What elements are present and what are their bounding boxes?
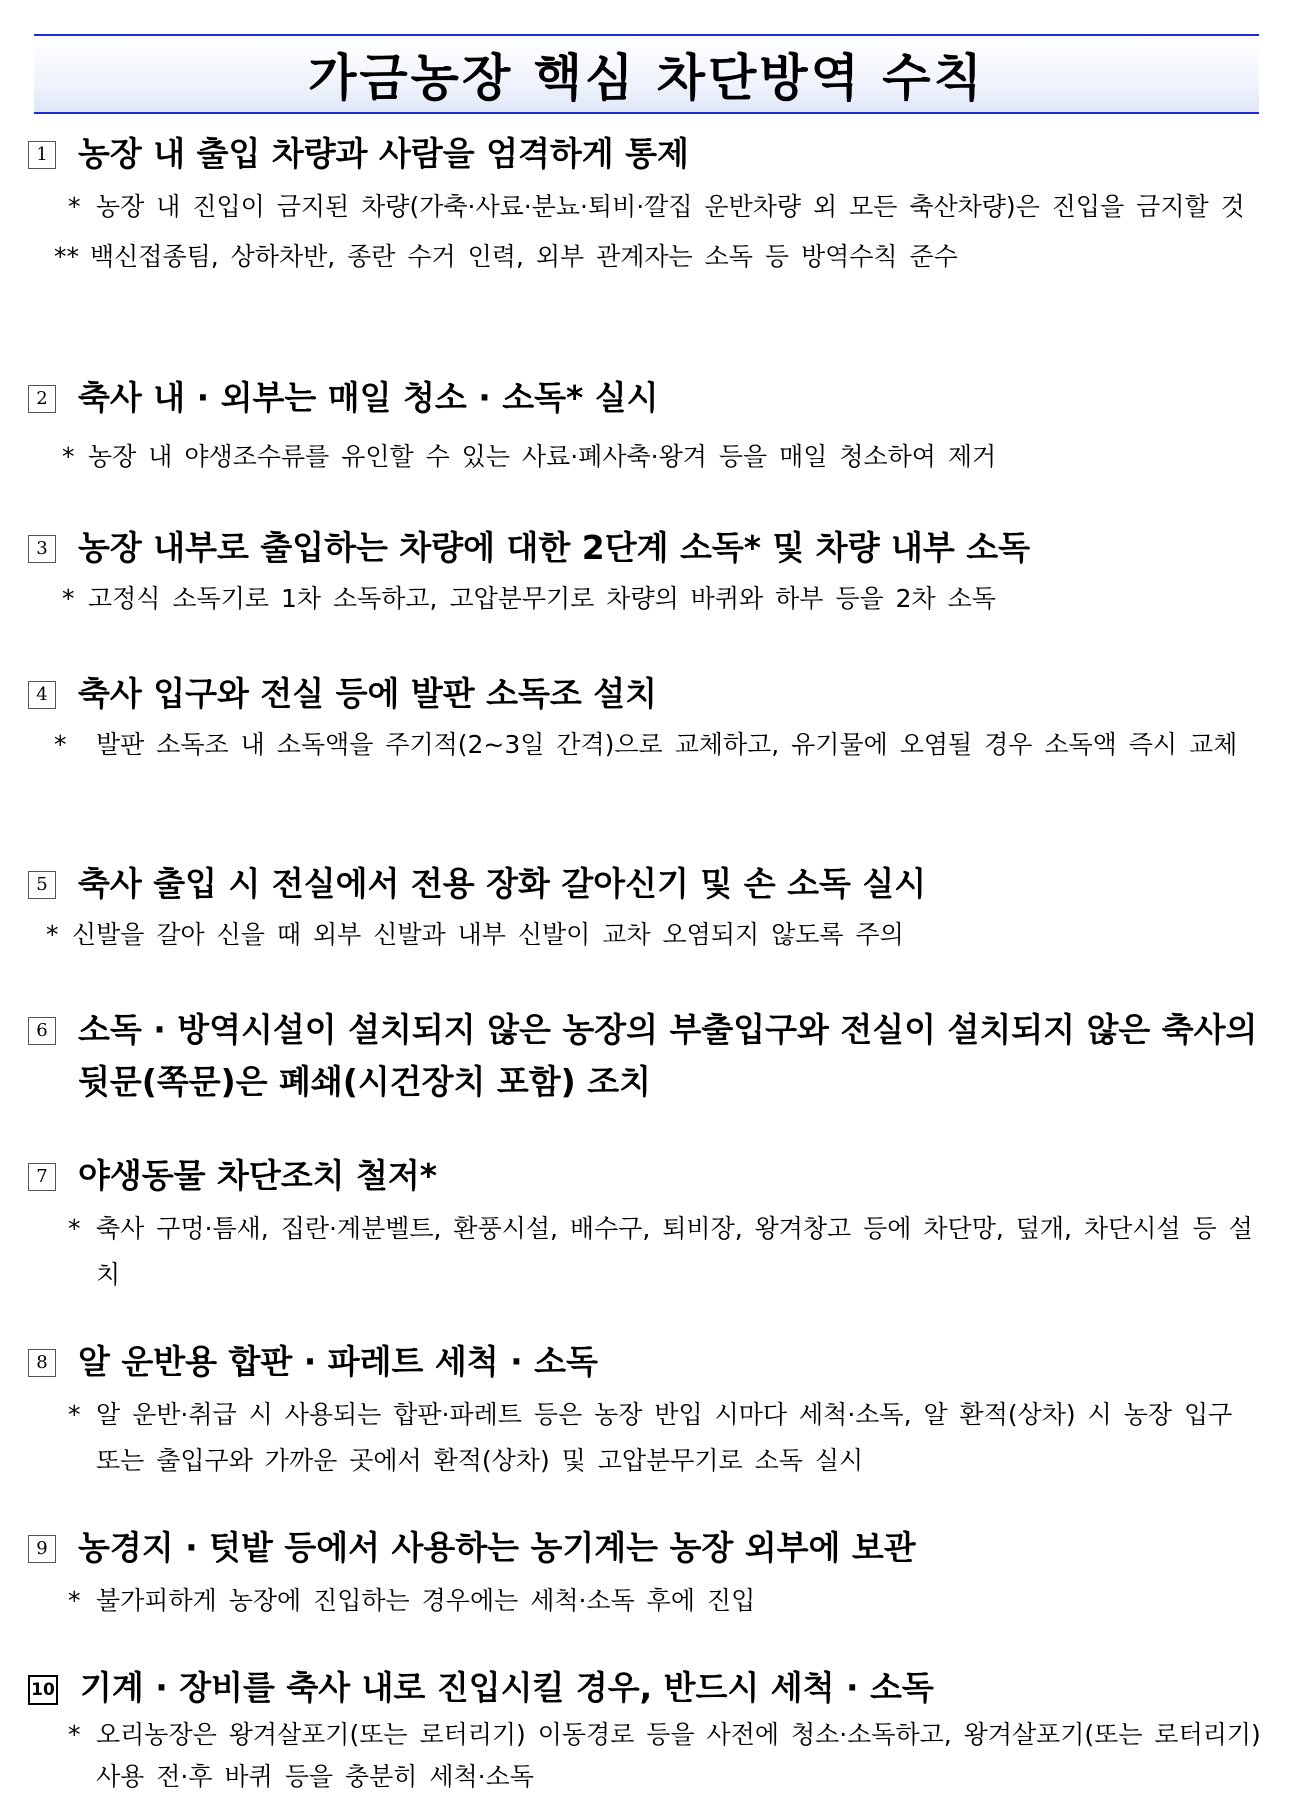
item-number: 6 xyxy=(28,1017,56,1045)
item-note xyxy=(68,1714,1268,1798)
note-mark: * xyxy=(68,192,81,221)
note-text: 알 운반·취급 시 사용되는 합판·파레트 등은 농장 반입 시마다 세척·소독, 알 환적(상차) 시 농장 입구 또는 출입구와 가까운 곳에서 환적(상차) 및 고압분무기로 소독 실시 xyxy=(96,1400,1233,1475)
note-mark: * xyxy=(46,920,59,949)
item-heading: 축사 입구와 전실 등에 발판 소독조 설치 xyxy=(78,674,657,713)
item-heading: 소독 · 방역시설이 설치되지 않은 농장의 부출입구와 전실이 설치되지 않은 축사의 뒷문(쪽문)은 폐쇄(시건장치 포함) 조치 xyxy=(78,1010,1258,1101)
item-number: 10 xyxy=(28,1675,58,1705)
note-mark: * xyxy=(62,442,75,471)
item-number: 5 xyxy=(28,871,56,899)
item-number: 4 xyxy=(28,681,56,709)
rule-item-5 xyxy=(28,858,1268,958)
item-number: 2 xyxy=(28,385,56,413)
note-text: 농장 내 야생조수류를 유인할 수 있는 사료·폐사축·왕겨 등을 매일 청소하여 제거 xyxy=(88,442,997,471)
note-mark: * xyxy=(62,584,75,613)
rule-item-8 xyxy=(28,1336,1268,1484)
page-title: 가금농장 핵심 차단방역 수칙 xyxy=(308,49,985,107)
note-text: 고정식 소독기로 1차 소독하고, 고압분무기로 차량의 바퀴와 하부 등을 2차 소독 xyxy=(88,584,996,613)
rule-item-7 xyxy=(28,1150,1268,1298)
note-mark: * xyxy=(54,730,67,759)
item-note xyxy=(46,912,1268,958)
item-note xyxy=(68,184,1268,230)
item-note xyxy=(54,722,1268,768)
note-text: 축사 구멍·틈새, 집란·계분벨트, 환풍시설, 배수구, 퇴비장, 왕겨창고 등에 차단망, 덮개, 차단시설 등 설치 xyxy=(96,1214,1253,1289)
item-heading: 축사 내 · 외부는 매일 청소 · 소독* 실시 xyxy=(78,378,659,417)
item-heading: 기계 · 장비를 축사 내로 진입시킬 경우, 반드시 세척 · 소독 xyxy=(80,1668,934,1707)
item-heading: 농경지 · 텃밭 등에서 사용하는 농기계는 농장 외부에 보관 xyxy=(78,1528,916,1567)
item-number: 3 xyxy=(28,535,56,563)
note-text: 발판 소독조 내 소독액을 주기적(2~3일 간격)으로 교체하고, 유기물에 오염될 경우 소독액 즉시 교체 xyxy=(96,730,1238,759)
item-note xyxy=(68,1206,1268,1298)
rule-item-9 xyxy=(28,1522,1268,1624)
rule-item-1 xyxy=(28,128,1268,280)
item-heading: 축사 출입 시 전실에서 전용 장화 갈아신기 및 손 소독 실시 xyxy=(78,864,927,903)
note-text: 불가피하게 농장에 진입하는 경우에는 세척·소독 후에 진입 xyxy=(96,1586,756,1615)
item-heading: 알 운반용 합판 · 파레트 세척 · 소독 xyxy=(78,1342,598,1381)
item-note xyxy=(68,1578,1268,1624)
note-mark: * xyxy=(68,1400,81,1429)
rule-item-6 xyxy=(28,1004,1268,1108)
item-note xyxy=(54,234,1268,280)
rule-item-3 xyxy=(28,522,1268,622)
item-note xyxy=(62,576,1268,622)
item-number: 1 xyxy=(28,141,56,169)
item-heading: 야생동물 차단조치 철저* xyxy=(78,1156,438,1195)
rule-item-2 xyxy=(28,372,1268,480)
rule-item-4 xyxy=(28,668,1268,768)
item-heading: 농장 내부로 출입하는 차량에 대한 2단계 소독* 및 차량 내부 소독 xyxy=(78,528,1031,567)
item-heading: 농장 내 출입 차량과 사람을 엄격하게 통제 xyxy=(78,134,689,173)
item-number: 8 xyxy=(28,1349,56,1377)
note-text: 신발을 갈아 신을 때 외부 신발과 내부 신발이 교차 오염되지 않도록 주의 xyxy=(72,920,904,949)
item-note xyxy=(62,434,1268,480)
item-number: 9 xyxy=(28,1535,56,1563)
note-text: 농장 내 진입이 금지된 차량(가축·사료·분뇨·퇴비·깔집 운반차량 외 모든 축산차량)은 진입을 금지할 것 xyxy=(96,192,1245,221)
item-note xyxy=(68,1392,1268,1484)
note-mark: * xyxy=(68,1214,81,1243)
title-banner xyxy=(34,34,1259,114)
note-mark: * xyxy=(68,1586,81,1615)
note-mark: * xyxy=(68,1720,81,1749)
note-text: 오리농장은 왕겨살포기(또는 로터리기) 이동경로 등을 사전에 청소·소독하고, 왕겨살포기(또는 로터리기) 사용 전·후 바퀴 등을 충분히 세척·소독 xyxy=(96,1720,1261,1791)
note-text: 백신접종팀, 상하차반, 종란 수거 인력, 외부 관계자는 소독 등 방역수칙 준수 xyxy=(90,242,958,271)
item-number: 7 xyxy=(28,1163,56,1191)
rule-item-10 xyxy=(28,1662,1268,1798)
note-mark: ** xyxy=(54,242,79,271)
